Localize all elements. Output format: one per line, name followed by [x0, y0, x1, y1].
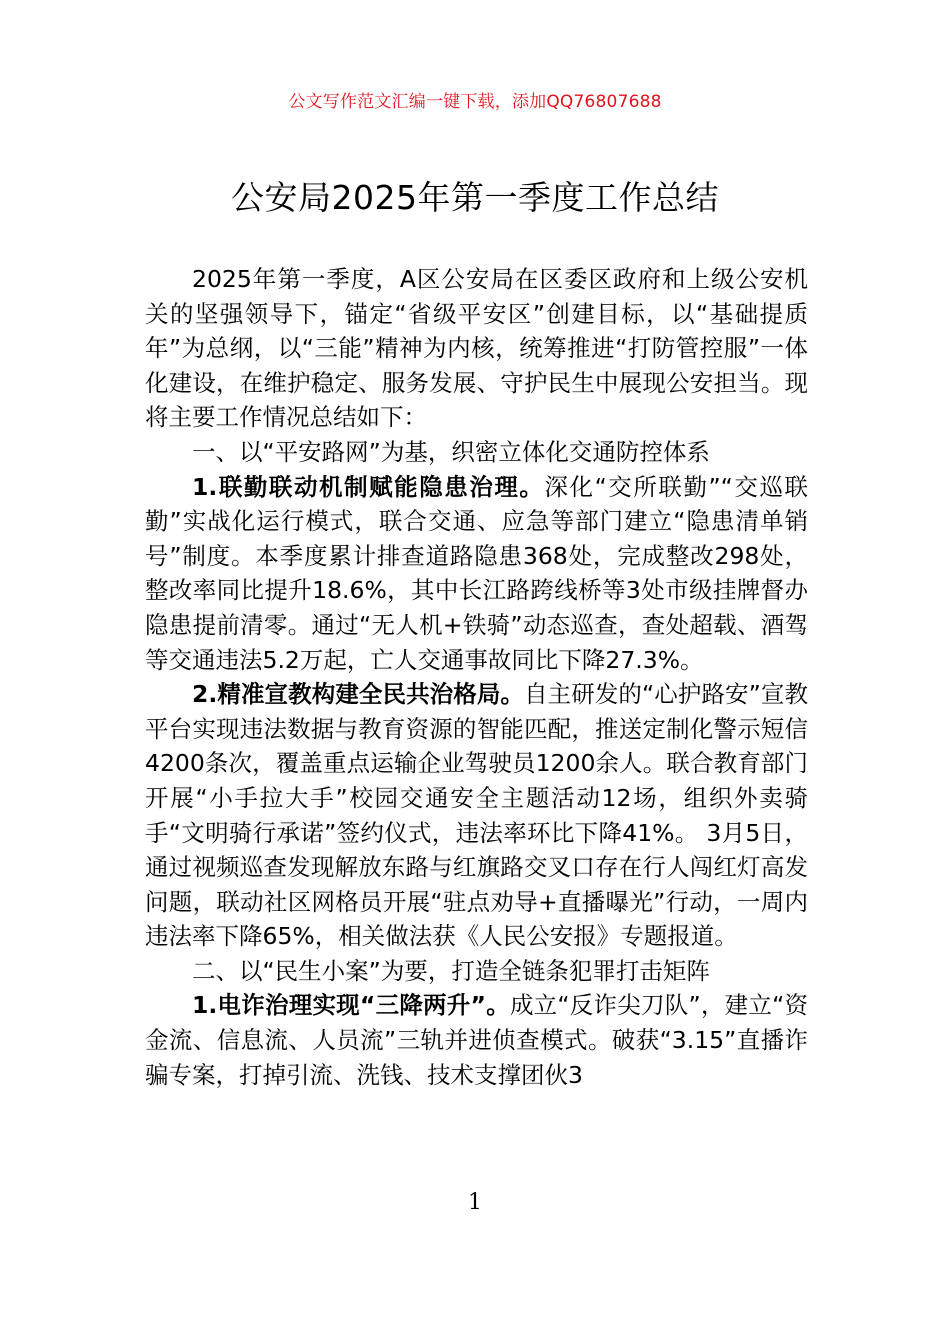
paragraph-item-1-1: [145, 470, 808, 678]
page-number: 1: [468, 1190, 482, 1215]
paragraph-text: 一、以“平安路网”为基，织密立体化交通防控体系: [192, 437, 710, 466]
document-body: [145, 262, 808, 1092]
paragraph-lead: 2.精准宣教构建全民共治格局。: [192, 680, 525, 709]
paragraph-item-2-1: [145, 988, 808, 1092]
paragraph-text: 2025年第一季度，A区公安局在区委区政府和上级公安机关的坚强领导下，锚定“省级平安区”创建目标，以“基础提质年”为总纲，以“三能”精神为内核，统筹推进“打防管控服”一体化建设，在维护稳定、服务发展、守护民生中展现公安担当。现将主要工作情况总结如下：: [145, 265, 808, 432]
paragraph-text: 深化“交所联勤”“交巡联勤”实战化运行模式，联合交通、应急等部门建立“隐患清单销号”制度。本季度累计排查道路隐患368处，完成整改298处，整改率同比提升18.6%，其中长江路跨线桥等3处市级挂牌督办隐患提前清零。通过“无人机+铁骑”动态巡查，查处超载、酒驾等交通违法5.2万起，亡人交通事故同比下降27.3%。: [145, 472, 809, 674]
paragraph-text: 自主研发的“心护路安”宣教平台实现违法数据与教育资源的智能匹配，推送定制化警示短信4200条次，覆盖重点运输企业驾驶员1200余人。联合教育部门开展“小手拉大手”校园交通安全主题活动12场，组织外卖骑手“文明骑行承诺”签约仪式，违法率环比下降41%。 3月5日，通过视频巡查发现解放东路与红旗路交叉口存在行人闯红灯高发问题，联动社区网格员开展“驻点劝导+直播曝光”行动，一周内违法率下降65%，相关做法获《人民公安报》专题报道。: [145, 680, 809, 951]
section-heading-1: [145, 435, 808, 470]
paragraph-intro: [145, 262, 808, 435]
watermark-header: 公文写作范文汇编一键下载，添加QQ76807688: [288, 92, 662, 112]
paragraph-text: 成立“反诈尖刀队”，建立“资金流、信息流、人员流”三轨并进侦查模式。破获“3.15”直播诈骗专案，打掉引流、洗钱、技术支撑团伙3: [145, 991, 808, 1089]
paragraph-lead: 1.联勤联动机制赋能隐患治理。: [192, 472, 545, 501]
paragraph-item-1-2: [145, 677, 808, 954]
section-heading-2: [145, 954, 808, 989]
paragraph-text: 二、以“民生小案”为要，打造全链条犯罪打击矩阵: [192, 956, 710, 985]
document-title: 公安局2025年第一季度工作总结: [231, 178, 719, 217]
paragraph-lead: 1.电诈治理实现“三降两升”。: [192, 991, 510, 1020]
